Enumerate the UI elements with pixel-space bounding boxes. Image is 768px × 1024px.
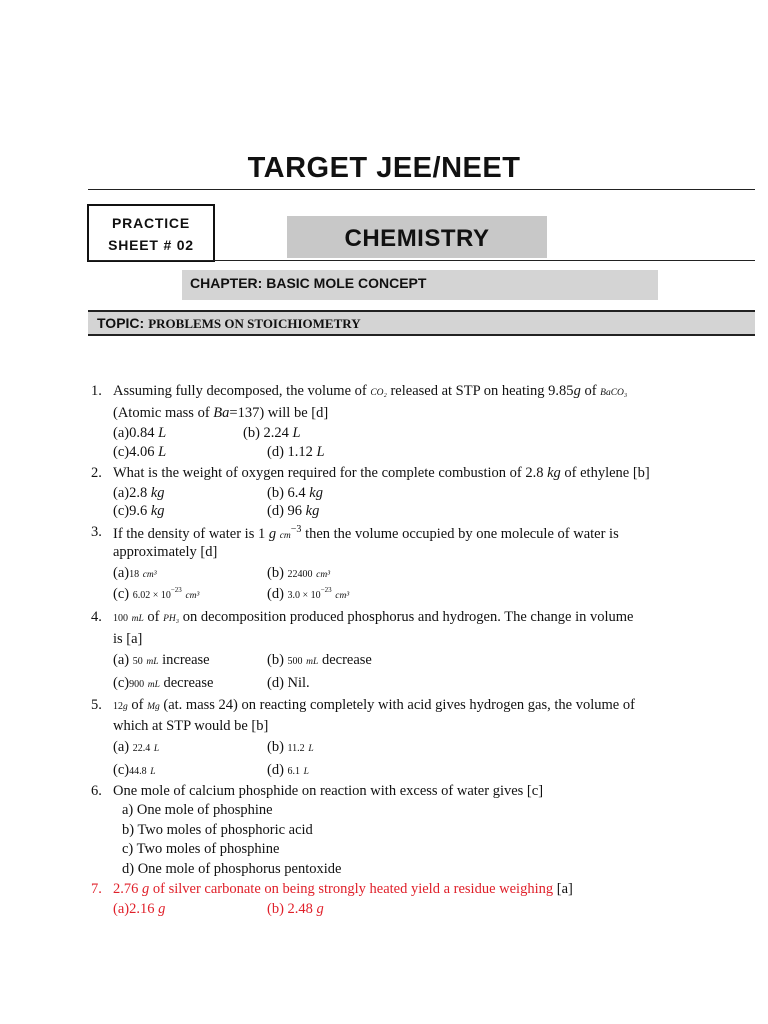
question-number: 7. bbox=[91, 881, 102, 897]
chapter-heading: CHAPTER: BASIC MOLE CONCEPT bbox=[182, 270, 658, 300]
option-d: (d) 6.1 L bbox=[267, 762, 309, 778]
practice-sheet-box bbox=[87, 204, 215, 262]
option-c: (c)44.8 L bbox=[113, 762, 156, 778]
option-a: (a)0.84 L bbox=[113, 425, 167, 441]
question-text: One mole of calcium phosphide on reaction with excess of water gives [c] bbox=[113, 783, 544, 799]
option-b: (b) 6.4 kg bbox=[267, 485, 323, 501]
option-b: (b) 11.2 L bbox=[267, 739, 314, 755]
question-text: What is the weight of oxygen required for the complete combustion of 2.8 kg of ethylene [b] bbox=[113, 465, 650, 481]
option-b: b) Two moles of phosphoric acid bbox=[122, 822, 313, 838]
question-number: 4. bbox=[91, 609, 102, 625]
topic-heading bbox=[88, 310, 755, 336]
question-text-line2: (Atomic mass of Ba=137) will be [d] bbox=[113, 405, 329, 421]
page-title: TARGET JEE/NEET bbox=[247, 152, 521, 184]
option-a: a) One mole of phosphine bbox=[122, 802, 273, 818]
option-c: c) Two moles of phosphine bbox=[122, 841, 280, 857]
option-d: d) One mole of phosphorus pentoxide bbox=[122, 861, 342, 877]
option-b: (b) 500 mL decrease bbox=[267, 652, 372, 668]
question-text: 12g of Mg (at. mass 24) on reacting completely with acid gives hydrogen gas, the volume of bbox=[113, 697, 635, 713]
question-number: 5. bbox=[91, 697, 102, 713]
question-text: 100 mL of PH₃ on decomposition produced phosphorus and hydrogen. The change in volume bbox=[113, 609, 634, 625]
option-d: (d) 96 kg bbox=[267, 503, 320, 519]
topic-value: PROBLEMS ON STOICHIOMETRY bbox=[148, 316, 361, 331]
question-text-line2: approximately [d] bbox=[113, 544, 218, 560]
question-text: Assuming fully decomposed, the volume of CO₂ released at STP on heating 9.85g of BaCO₃ bbox=[113, 383, 628, 399]
header-divider bbox=[88, 260, 755, 261]
topic-label: TOPIC: bbox=[97, 315, 145, 331]
title-divider bbox=[88, 189, 755, 190]
option-b: (b) 2.24 L bbox=[243, 425, 301, 441]
question-text: 2.76 g of silver carbonate on being strongly heated yield a residue weighing [a] bbox=[113, 881, 573, 897]
option-a: (a)18 cm³ bbox=[113, 565, 157, 581]
option-c: (c)900 mL decrease bbox=[113, 675, 214, 691]
question-text-line2: which at STP would be [b] bbox=[113, 718, 269, 734]
option-b: (b) 2.48 g bbox=[267, 901, 324, 917]
question-number: 2. bbox=[91, 465, 102, 481]
option-a: (a) 50 mL increase bbox=[113, 652, 210, 668]
option-d: (d) Nil. bbox=[267, 675, 310, 691]
option-b: (b) 22400 cm³ bbox=[267, 565, 331, 581]
sheet-number: SHEET # 02 bbox=[108, 237, 194, 253]
question-number: 3. bbox=[91, 524, 102, 540]
question-text-line2: is [a] bbox=[113, 631, 143, 647]
option-c: (c) $6.02 \times 10^{-23}$ cm³ bbox=[113, 586, 200, 602]
option-a: (a)2.8 kg bbox=[113, 485, 165, 501]
option-d: (d) 1.12 L bbox=[267, 444, 325, 460]
option-a: (a) 22.4 L bbox=[113, 739, 160, 755]
option-a: (a)2.16 g bbox=[113, 901, 166, 917]
option-c: (c)9.6 kg bbox=[113, 503, 165, 519]
question-text: If the density of water is 1 g $cm^{-3}$ then the volume occupied by one molecule of water is bbox=[113, 524, 619, 542]
question-number: 6. bbox=[91, 783, 102, 799]
option-d: (d) $3.0 \times 10^{-23}$ cm³ bbox=[267, 586, 350, 602]
practice-label: PRACTICE bbox=[112, 215, 190, 231]
question-number: 1. bbox=[91, 383, 102, 399]
subject-heading: CHEMISTRY bbox=[287, 216, 547, 258]
option-c: (c)4.06 L bbox=[113, 444, 167, 460]
